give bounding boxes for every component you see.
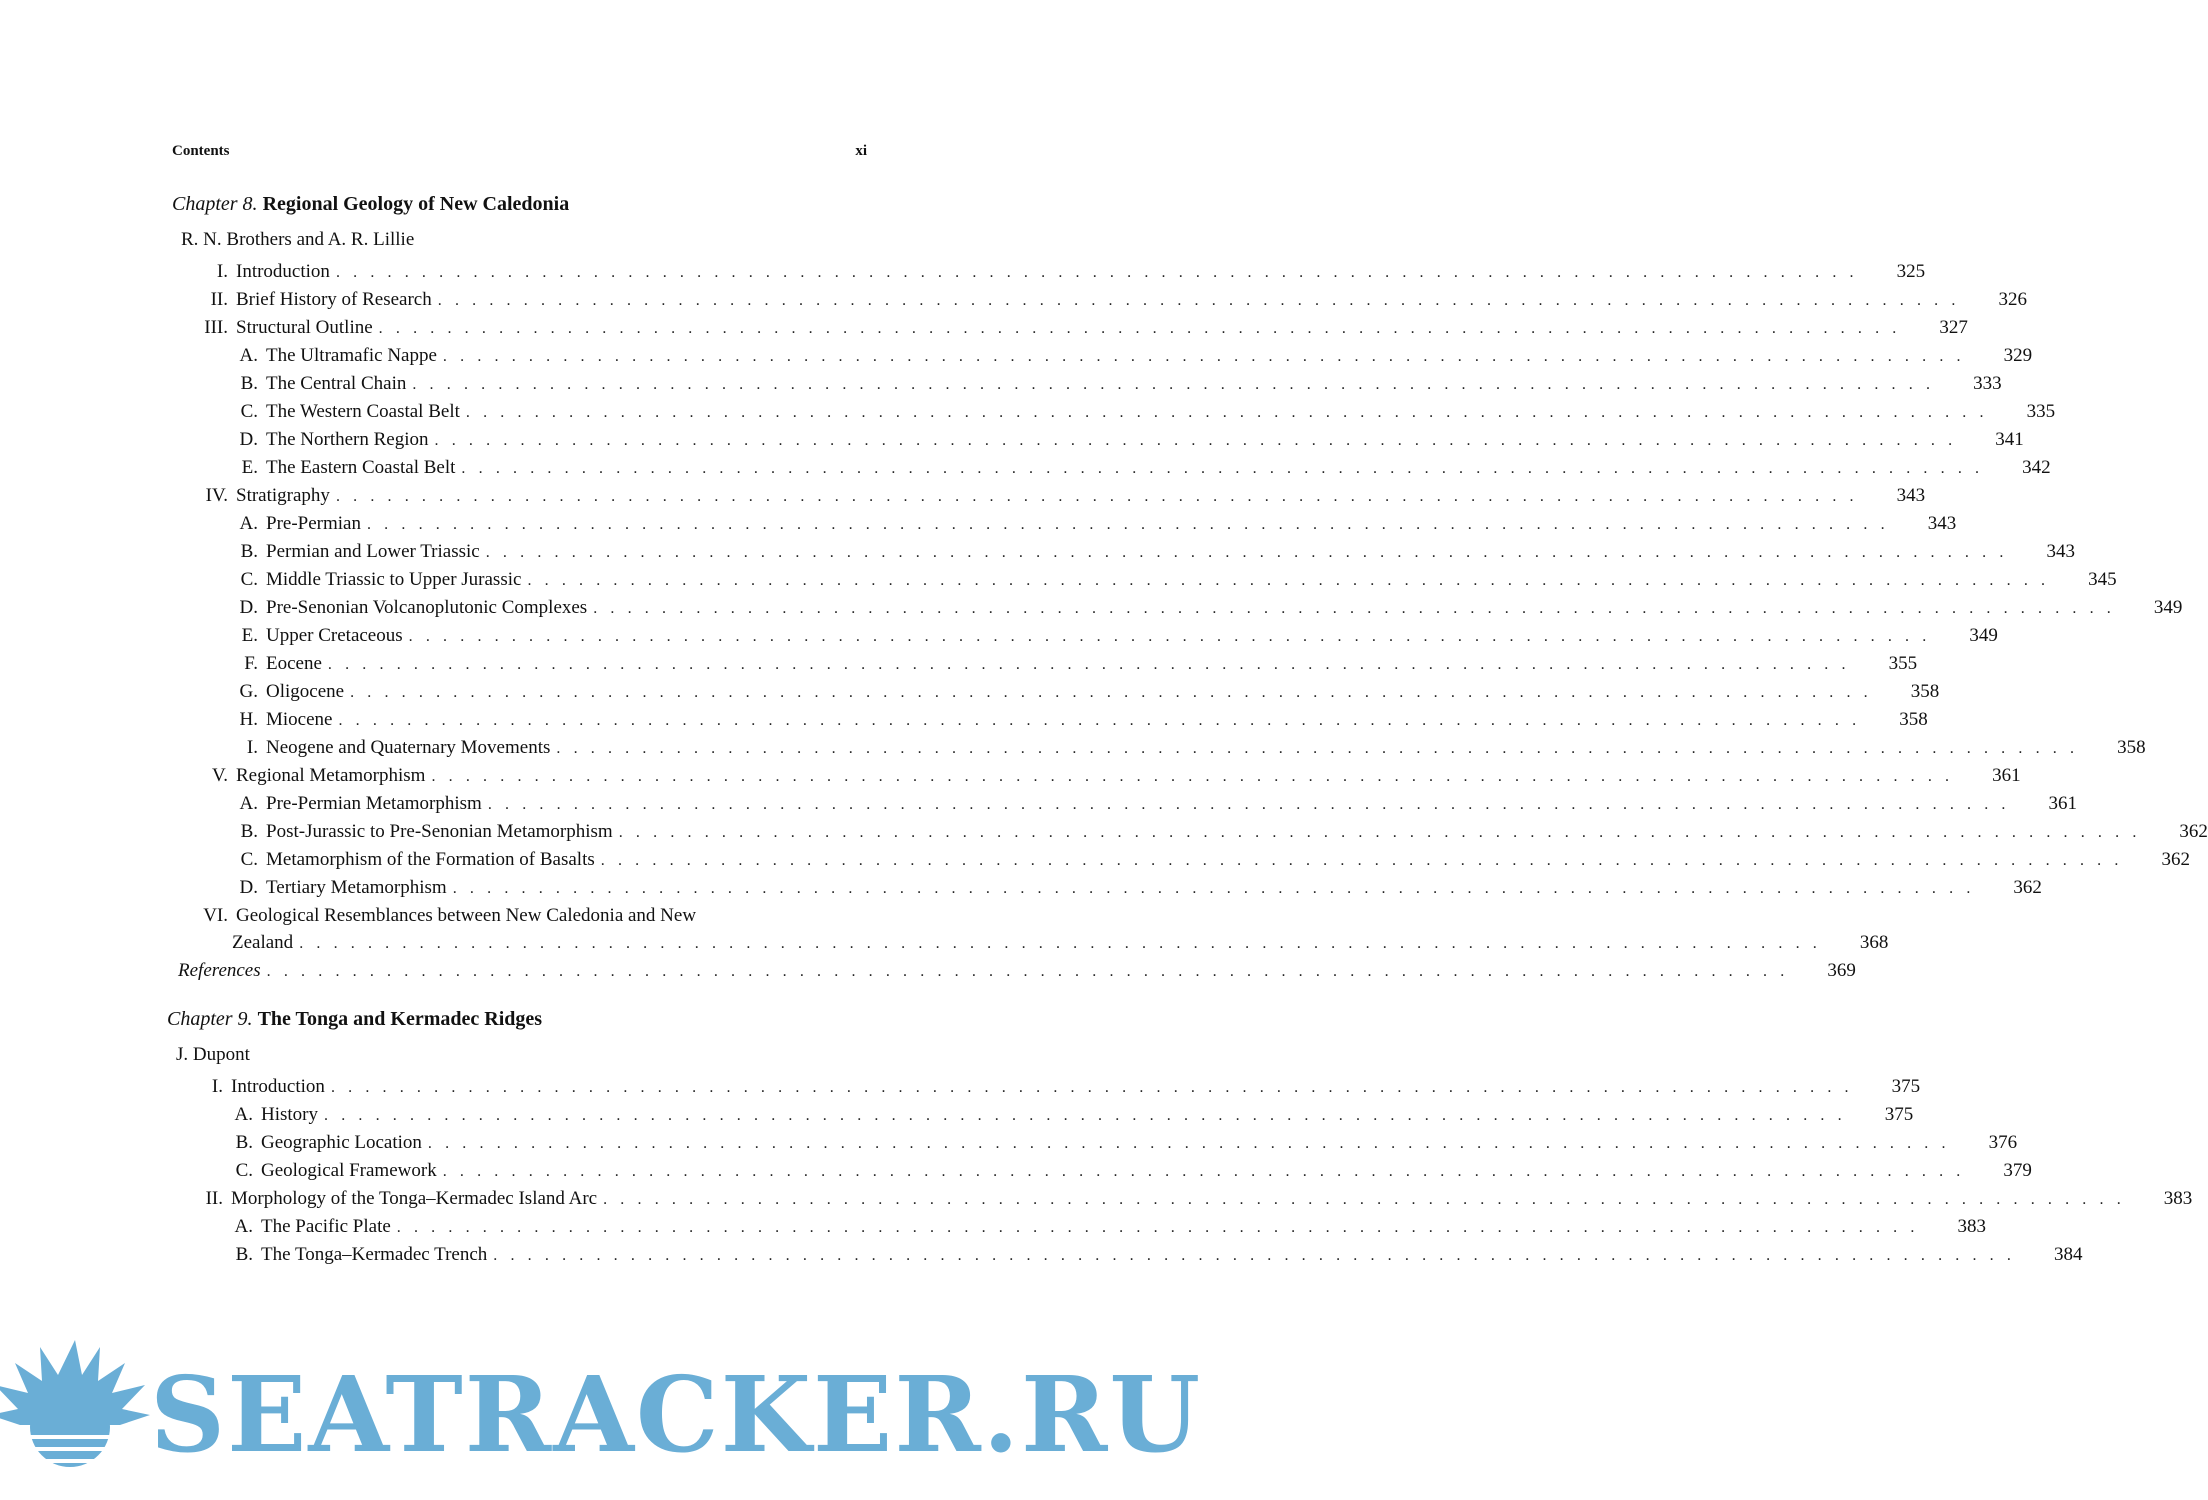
toc-label: B. bbox=[240, 373, 258, 394]
toc-title: Geological Framework bbox=[261, 1160, 437, 1181]
toc-entry[interactable] bbox=[172, 426, 2024, 454]
dot-leader bbox=[318, 1102, 1846, 1129]
dot-leader bbox=[480, 539, 2008, 566]
dot-leader bbox=[391, 1214, 1919, 1241]
dot-leader bbox=[587, 595, 2115, 622]
toc-label: D. bbox=[239, 597, 258, 618]
toc-page: 333 bbox=[1973, 373, 2002, 394]
toc-label: E. bbox=[241, 457, 258, 478]
chapter-number: Chapter 9. bbox=[167, 1008, 253, 1030]
toc-page: 329 bbox=[2003, 345, 2033, 366]
toc-entry[interactable] bbox=[172, 650, 1918, 678]
toc-label: IV. bbox=[205, 485, 228, 506]
sun-disc-icon bbox=[30, 1387, 110, 1467]
toc-page: 358 bbox=[1910, 681, 1940, 702]
running-head bbox=[172, 143, 867, 160]
dot-leader bbox=[429, 427, 1957, 454]
toc-label: V. bbox=[211, 765, 228, 786]
toc-page: 379 bbox=[2003, 1160, 2032, 1181]
toc-entry[interactable] bbox=[172, 790, 2078, 818]
dot-leader bbox=[261, 958, 1789, 985]
toc-entry[interactable] bbox=[172, 538, 2075, 566]
toc-label: A. bbox=[234, 1104, 253, 1125]
toc-entry[interactable] bbox=[172, 622, 1998, 650]
dot-leader bbox=[403, 623, 1931, 650]
toc-page: 342 bbox=[2022, 457, 2051, 478]
toc-title: Brief History of Research bbox=[236, 289, 432, 310]
dot-leader bbox=[330, 259, 1858, 286]
toc-title: Permian and Lower Triassic bbox=[266, 541, 480, 562]
toc-page: 345 bbox=[2088, 569, 2117, 590]
toc-entry[interactable] bbox=[167, 1185, 2193, 1213]
toc-entry[interactable] bbox=[172, 734, 2146, 762]
dot-leader bbox=[330, 483, 1858, 510]
toc-label: D. bbox=[239, 429, 258, 450]
toc-label: B. bbox=[235, 1244, 253, 1265]
toc-label: B. bbox=[235, 1132, 253, 1153]
toc-title: The Western Coastal Belt bbox=[266, 401, 460, 422]
toc-label: VI. bbox=[203, 905, 228, 926]
toc-list bbox=[172, 258, 2208, 985]
toc-title: Middle Triassic to Upper Jurassic bbox=[266, 569, 522, 590]
toc-title: Pre-Permian Metamorphism bbox=[266, 793, 482, 814]
toc-page: 376 bbox=[1988, 1132, 2018, 1153]
toc-label: A. bbox=[239, 345, 258, 366]
toc-page: 358 bbox=[1899, 709, 1928, 730]
toc-title: The Eastern Coastal Belt bbox=[266, 457, 456, 478]
dot-leader bbox=[487, 1242, 2015, 1269]
toc-title: Geographic Location bbox=[261, 1132, 422, 1153]
toc-page: 369 bbox=[1827, 960, 1856, 981]
toc-label: A. bbox=[239, 513, 258, 534]
toc-label: H. bbox=[239, 709, 258, 730]
toc-page: 362 bbox=[2161, 849, 2190, 870]
toc-title: Stratigraphy bbox=[236, 485, 330, 506]
toc-page: 355 bbox=[1888, 653, 1918, 674]
toc-entry[interactable] bbox=[172, 342, 2033, 370]
dot-leader bbox=[432, 287, 1960, 314]
toc-page: 368 bbox=[1859, 932, 1889, 953]
toc-label: C. bbox=[240, 401, 258, 422]
toc-page: 325 bbox=[1896, 261, 1926, 282]
toc-title: Pre-Permian bbox=[266, 513, 361, 534]
chapter-authors: R. N. Brothers and A. R. Lillie bbox=[181, 229, 415, 250]
toc-label: II. bbox=[205, 1188, 223, 1209]
toc-entry[interactable] bbox=[172, 846, 2190, 874]
toc-page: 343 bbox=[1927, 513, 1957, 534]
toc-title: Miocene bbox=[266, 709, 333, 730]
toc-page: 361 bbox=[1992, 765, 2021, 786]
toc-title: Structural Outline bbox=[236, 317, 373, 338]
toc-page: 349 bbox=[2153, 597, 2183, 618]
dot-leader bbox=[550, 735, 2078, 762]
toc-entry[interactable] bbox=[172, 454, 2051, 482]
toc-page: 362 bbox=[2013, 877, 2042, 898]
toc-page: 343 bbox=[2046, 541, 2075, 562]
toc-label: C. bbox=[240, 569, 258, 590]
toc-label: C. bbox=[235, 1160, 253, 1181]
toc-entry[interactable] bbox=[167, 1129, 2018, 1157]
watermark-text: SEATRACKER.RU bbox=[150, 1353, 1203, 1476]
chapter-title: The Tonga and Kermadec Ridges bbox=[257, 1008, 543, 1030]
toc-title: Introduction bbox=[236, 261, 330, 282]
toc-entry[interactable] bbox=[172, 762, 2021, 790]
toc-entry[interactable] bbox=[167, 1073, 1921, 1101]
toc-entry[interactable] bbox=[172, 818, 2208, 846]
toc-label: III. bbox=[204, 317, 228, 338]
dot-leader bbox=[595, 847, 2123, 874]
toc-label: G. bbox=[239, 681, 258, 702]
toc-entry[interactable] bbox=[172, 902, 872, 929]
toc-entry[interactable] bbox=[172, 566, 2117, 594]
toc-entry[interactable] bbox=[172, 314, 1968, 342]
toc-entry[interactable] bbox=[172, 370, 2002, 398]
chapter-number: Chapter 8. bbox=[172, 193, 258, 215]
toc-title: Upper Cretaceous bbox=[266, 625, 403, 646]
dot-leader bbox=[460, 399, 1988, 426]
toc-title: Morphology of the Tonga–Kermadec Island Arc bbox=[231, 1188, 598, 1209]
toc-page: 375 bbox=[1884, 1104, 1914, 1125]
dot-leader bbox=[361, 511, 1889, 538]
toc-label: C. bbox=[240, 849, 258, 870]
dot-leader bbox=[332, 707, 1860, 734]
toc-entry[interactable] bbox=[172, 510, 1957, 538]
dot-leader bbox=[597, 1186, 2125, 1213]
toc-page: 383 bbox=[2163, 1188, 2193, 1209]
toc-title: The Ultramafic Nappe bbox=[266, 345, 437, 366]
toc-label: A. bbox=[239, 793, 258, 814]
toc-entry[interactable] bbox=[167, 1157, 2032, 1185]
toc-title: Oligocene bbox=[266, 681, 345, 702]
toc-page: 375 bbox=[1891, 1076, 1921, 1097]
toc-entry[interactable] bbox=[172, 678, 1940, 706]
toc-title: Tertiary Metamorphism bbox=[266, 877, 447, 898]
chapter-title: Regional Geology of New Caledonia bbox=[262, 193, 570, 215]
toc-page: 349 bbox=[1969, 625, 1998, 646]
dot-leader bbox=[447, 875, 1975, 902]
toc-label: I. bbox=[246, 737, 258, 758]
toc-label: E. bbox=[241, 625, 258, 646]
toc-entry[interactable] bbox=[172, 258, 1926, 286]
toc-entry-continuation[interactable] bbox=[172, 929, 1889, 957]
toc-title: References bbox=[178, 960, 261, 981]
toc-page: 335 bbox=[2026, 401, 2056, 422]
toc-page: 362 bbox=[2179, 821, 2208, 842]
dot-leader bbox=[437, 343, 1965, 370]
toc-label: I. bbox=[211, 1076, 223, 1097]
dot-leader bbox=[373, 315, 1901, 342]
dot-leader bbox=[422, 1130, 1950, 1157]
toc-title: The Tonga–Kermadec Trench bbox=[261, 1244, 488, 1265]
toc-label: A. bbox=[234, 1216, 253, 1237]
toc-entry-references[interactable] bbox=[172, 957, 1856, 985]
toc-entry[interactable] bbox=[172, 286, 2027, 314]
toc-label: I. bbox=[216, 261, 228, 282]
dot-leader bbox=[406, 371, 1934, 398]
toc-title: Eocene bbox=[266, 653, 322, 674]
dot-leader bbox=[322, 651, 1850, 678]
dot-leader bbox=[482, 791, 2010, 818]
toc-title: The Central Chain bbox=[266, 373, 407, 394]
dot-leader bbox=[425, 763, 1953, 790]
toc-label: F. bbox=[244, 653, 258, 674]
toc-title: Introduction bbox=[231, 1076, 325, 1097]
toc-list bbox=[167, 1073, 2193, 1269]
toc-title: Metamorphism of the Formation of Basalts bbox=[266, 849, 595, 870]
toc-entry[interactable] bbox=[167, 1101, 1914, 1129]
toc-title: Post-Jurassic to Pre-Senonian Metamorphism bbox=[266, 821, 613, 842]
toc-page: 384 bbox=[2053, 1244, 2083, 1265]
chapter-9-section bbox=[167, 1005, 2193, 1269]
toc-title: History bbox=[261, 1104, 318, 1125]
toc-page: 343 bbox=[1896, 485, 1926, 506]
dot-leader bbox=[613, 819, 2141, 846]
toc-entry[interactable] bbox=[172, 706, 1928, 734]
dot-leader bbox=[455, 455, 1983, 482]
toc-page: 383 bbox=[1957, 1216, 1986, 1237]
toc-page: 358 bbox=[2117, 737, 2146, 758]
toc-label: B. bbox=[240, 821, 258, 842]
toc-title: Geological Resemblances between New Caledonia and New bbox=[236, 905, 697, 926]
toc-page: 341 bbox=[1995, 429, 2024, 450]
toc-title: The Northern Region bbox=[266, 429, 429, 450]
toc-label: D. bbox=[239, 877, 258, 898]
toc-entry[interactable] bbox=[172, 594, 2183, 622]
chapter-heading bbox=[172, 190, 872, 218]
dot-leader bbox=[325, 1074, 1853, 1101]
dot-leader bbox=[521, 567, 2049, 594]
chapter-8-section bbox=[172, 190, 2208, 985]
toc-label: II. bbox=[210, 289, 228, 310]
toc-title: Pre-Senonian Volcanoplutonic Complexes bbox=[266, 597, 588, 618]
toc-entry[interactable] bbox=[167, 1213, 1986, 1241]
dot-leader bbox=[437, 1158, 1965, 1185]
toc-entry[interactable] bbox=[172, 398, 2056, 426]
toc-title: The Pacific Plate bbox=[261, 1216, 391, 1237]
chapter-authors: J. Dupont bbox=[176, 1044, 250, 1065]
toc-entry[interactable] bbox=[167, 1241, 2083, 1269]
toc-title: Regional Metamorphism bbox=[236, 765, 426, 786]
toc-entry[interactable] bbox=[172, 482, 1926, 510]
running-head-title: Contents bbox=[172, 143, 230, 159]
toc-title: Zealand bbox=[232, 932, 294, 953]
chapter-heading bbox=[167, 1005, 867, 1033]
toc-page: 327 bbox=[1939, 317, 1968, 338]
toc-page: 361 bbox=[2048, 793, 2078, 814]
page-number: xi bbox=[855, 143, 867, 159]
toc-title: Neogene and Quaternary Movements bbox=[266, 737, 551, 758]
toc-page: 326 bbox=[1998, 289, 2027, 310]
dot-leader bbox=[344, 679, 1872, 706]
toc-entry[interactable] bbox=[172, 874, 2042, 902]
dot-leader bbox=[293, 930, 1821, 957]
toc-label: B. bbox=[240, 541, 258, 562]
